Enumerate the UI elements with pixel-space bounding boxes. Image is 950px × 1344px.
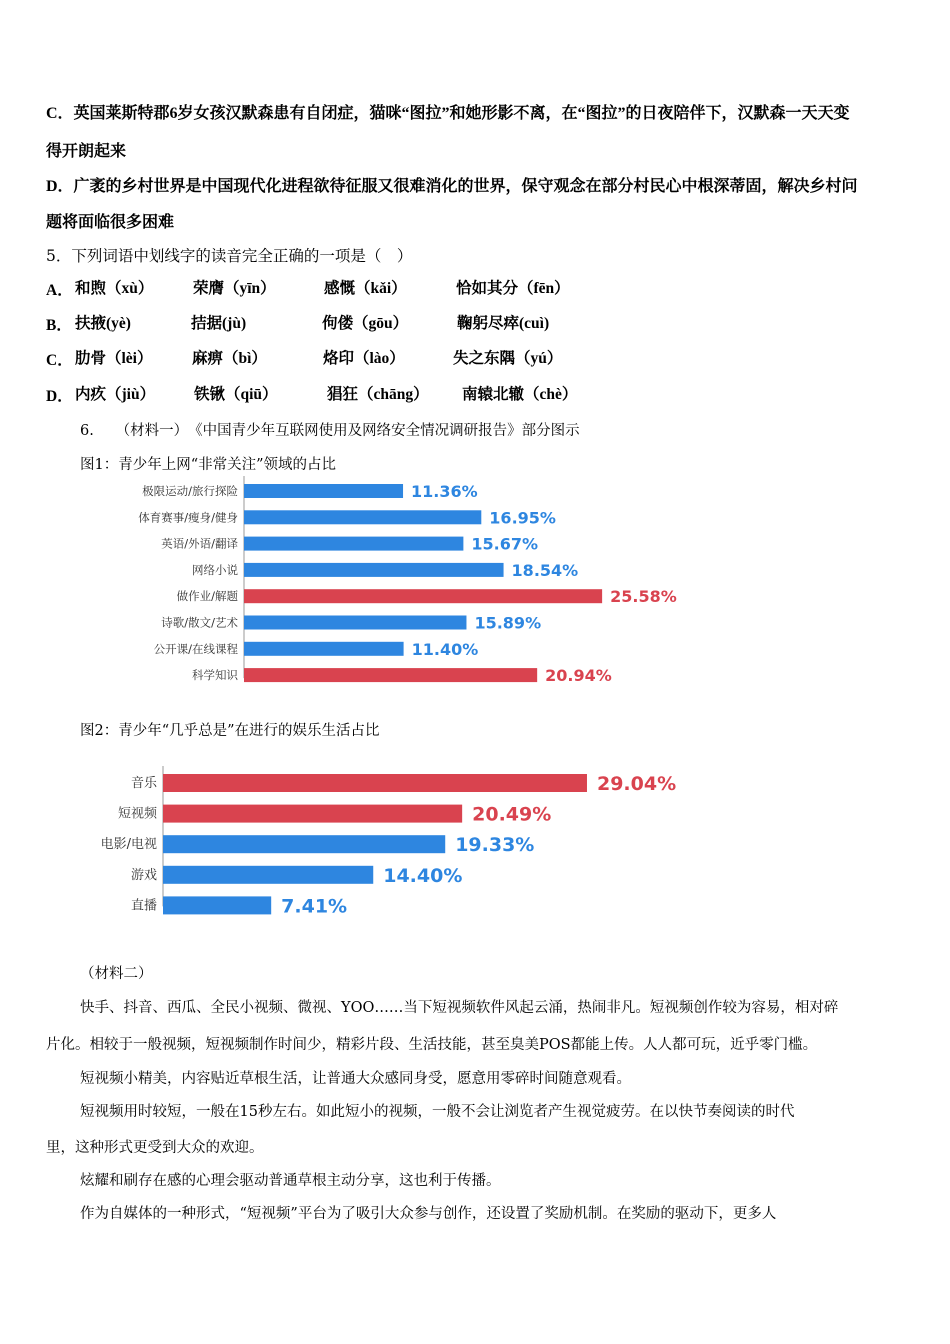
q5-letter: A．: [46, 282, 73, 299]
value-label: 18.54%: [511, 560, 579, 580]
q5-word: 猖狂（chāng）: [327, 386, 429, 403]
q5-word: 鞠躬尽瘁(cuì): [457, 315, 550, 332]
material2-label: （材料二）: [80, 966, 153, 982]
q5-letter: B．: [46, 317, 72, 334]
bar: [163, 866, 373, 884]
bar: [163, 896, 271, 914]
q5-word: 肋骨（lèi）: [75, 350, 153, 367]
paragraph-line: 炫耀和刷存在感的心理会驱动普通草根主动分享，这也利于传播。: [80, 1173, 501, 1189]
fig1-caption: 图1：青少年上网“非常关注”领域的占比: [80, 457, 337, 473]
option-d-line1: D．广袤的乡村世界是中国现代化进程欲待征服又很难消化的世界，保守观念在部分村民心中根深蒂固，解决乡村问: [46, 178, 858, 195]
paragraph-line: 里，这种形式更受到大众的欢迎。: [46, 1140, 264, 1156]
value-label: 16.95%: [489, 508, 556, 528]
category-label: 游戏: [130, 867, 157, 883]
q5-word: 南辕北辙（chè）: [462, 386, 578, 403]
category-label: 短视频: [117, 806, 157, 822]
bar: [244, 589, 602, 603]
q5-word: 烙印（lào）: [323, 350, 405, 367]
category-label: 极限运动/旅行探险: [142, 484, 238, 498]
value-label: 25.58%: [610, 587, 677, 607]
q5-word: 感慨（kǎi）: [324, 280, 407, 297]
bar: [163, 774, 587, 792]
category-label: 英语/外语/翻译: [161, 536, 238, 551]
paragraph-line: 短视频小精美，内容贴近草根生活，让普通大众感同身受，愿意用零碎时间随意观看。: [80, 1071, 631, 1087]
category-label: 诗歌/散文/艺术: [161, 615, 238, 630]
option-c-line1: C．英国莱斯特郡6岁女孩汉默森患有自闭症，猫咪“图拉”和她形影不离，在“图拉”的日夜陪伴下，汉默森一天天变: [46, 105, 850, 122]
chart-fig2: [101, 766, 677, 917]
value-label: 19.33%: [455, 834, 535, 857]
q5-word: 恰如其分（fēn）: [456, 280, 570, 297]
category-label: 做作业/解题: [176, 589, 238, 604]
option-c-line2: 得开朗起来: [46, 143, 127, 160]
q5-word: 荣膺（yīn）: [193, 280, 276, 297]
value-label: 14.40%: [383, 864, 463, 887]
paragraph-line: 快手、抖音、西瓜、全民小视频、微视、YOO……当下短视频软件风起云涌，热闹非凡。短视频创作较为容易，相对碎: [80, 1000, 839, 1016]
value-label: 11.40%: [411, 639, 479, 659]
q6-header: 6. （材料一） 《中国青少年互联网使用及网络安全情况调研报告》部分图示: [80, 423, 580, 439]
q5-word: 和煦（xù）: [75, 280, 154, 297]
value-label: 15.67%: [471, 534, 539, 554]
bar: [163, 835, 445, 853]
q5-letter: C．: [46, 352, 73, 369]
category-label: 公开课/在线课程: [153, 641, 238, 656]
category-label: 网络小说: [192, 562, 238, 577]
bar: [244, 668, 537, 682]
category-label: 直播: [130, 898, 157, 914]
category-label: 体育赛事/瘦身/健身: [138, 510, 238, 525]
category-label: 音乐: [130, 776, 157, 791]
bar: [163, 805, 462, 823]
value-label: 11.36%: [411, 482, 478, 501]
bar: [244, 563, 504, 577]
paragraph-line: 作为自媒体的一种形式，“短视频”平台为了吸引大众参与创作，还设置了奖励机制。在奖励的驱动下，更多人: [80, 1206, 777, 1222]
value-label: 15.89%: [474, 613, 542, 633]
value-label: 20.49%: [472, 803, 552, 826]
bar: [244, 642, 404, 656]
q5-word: 铁锹（qiū）: [194, 386, 278, 403]
bar: [244, 510, 481, 524]
q5-word: 拮据(jù): [191, 315, 247, 332]
q5-word: 佝偻（gōu）: [322, 315, 409, 332]
chart-fig1: [138, 476, 677, 685]
q5-letter: D．: [46, 388, 73, 405]
paragraph-line: 片化。相较于一般视频，短视频制作时间少，精彩片段、生活技能，甚至臭美POS都能上传。人人都可玩，近乎零门槛。: [46, 1037, 818, 1053]
value-label: 20.94%: [545, 666, 612, 686]
option-d-line2: 题将面临很多困难: [46, 214, 175, 231]
fig2-caption: 图2：青少年“几乎总是”在进行的娱乐生活占比: [80, 723, 380, 739]
q5-word: 扶掖(yè): [75, 315, 131, 332]
q5-word: 内疚（jiù）: [75, 386, 156, 403]
q5-stem: 5．下列词语中划线字的读音完全正确的一项是（ ）: [46, 247, 413, 265]
bar: [244, 616, 466, 630]
bar: [244, 484, 403, 498]
q5-word: 失之东隅（yú）: [453, 350, 563, 367]
bar: [244, 537, 463, 551]
value-label: 29.04%: [596, 773, 677, 795]
category-label: 电影/电视: [100, 837, 157, 853]
value-label: 7.41%: [281, 895, 348, 918]
category-label: 科学知识: [192, 668, 238, 683]
q5-word: 麻痹（bì）: [192, 350, 267, 367]
paragraph-line: 短视频用时较短，一般在15秒左右。如此短小的视频，一般不会让浏览者产生视觉疲劳。在以快节奏阅读的时代: [80, 1104, 795, 1120]
